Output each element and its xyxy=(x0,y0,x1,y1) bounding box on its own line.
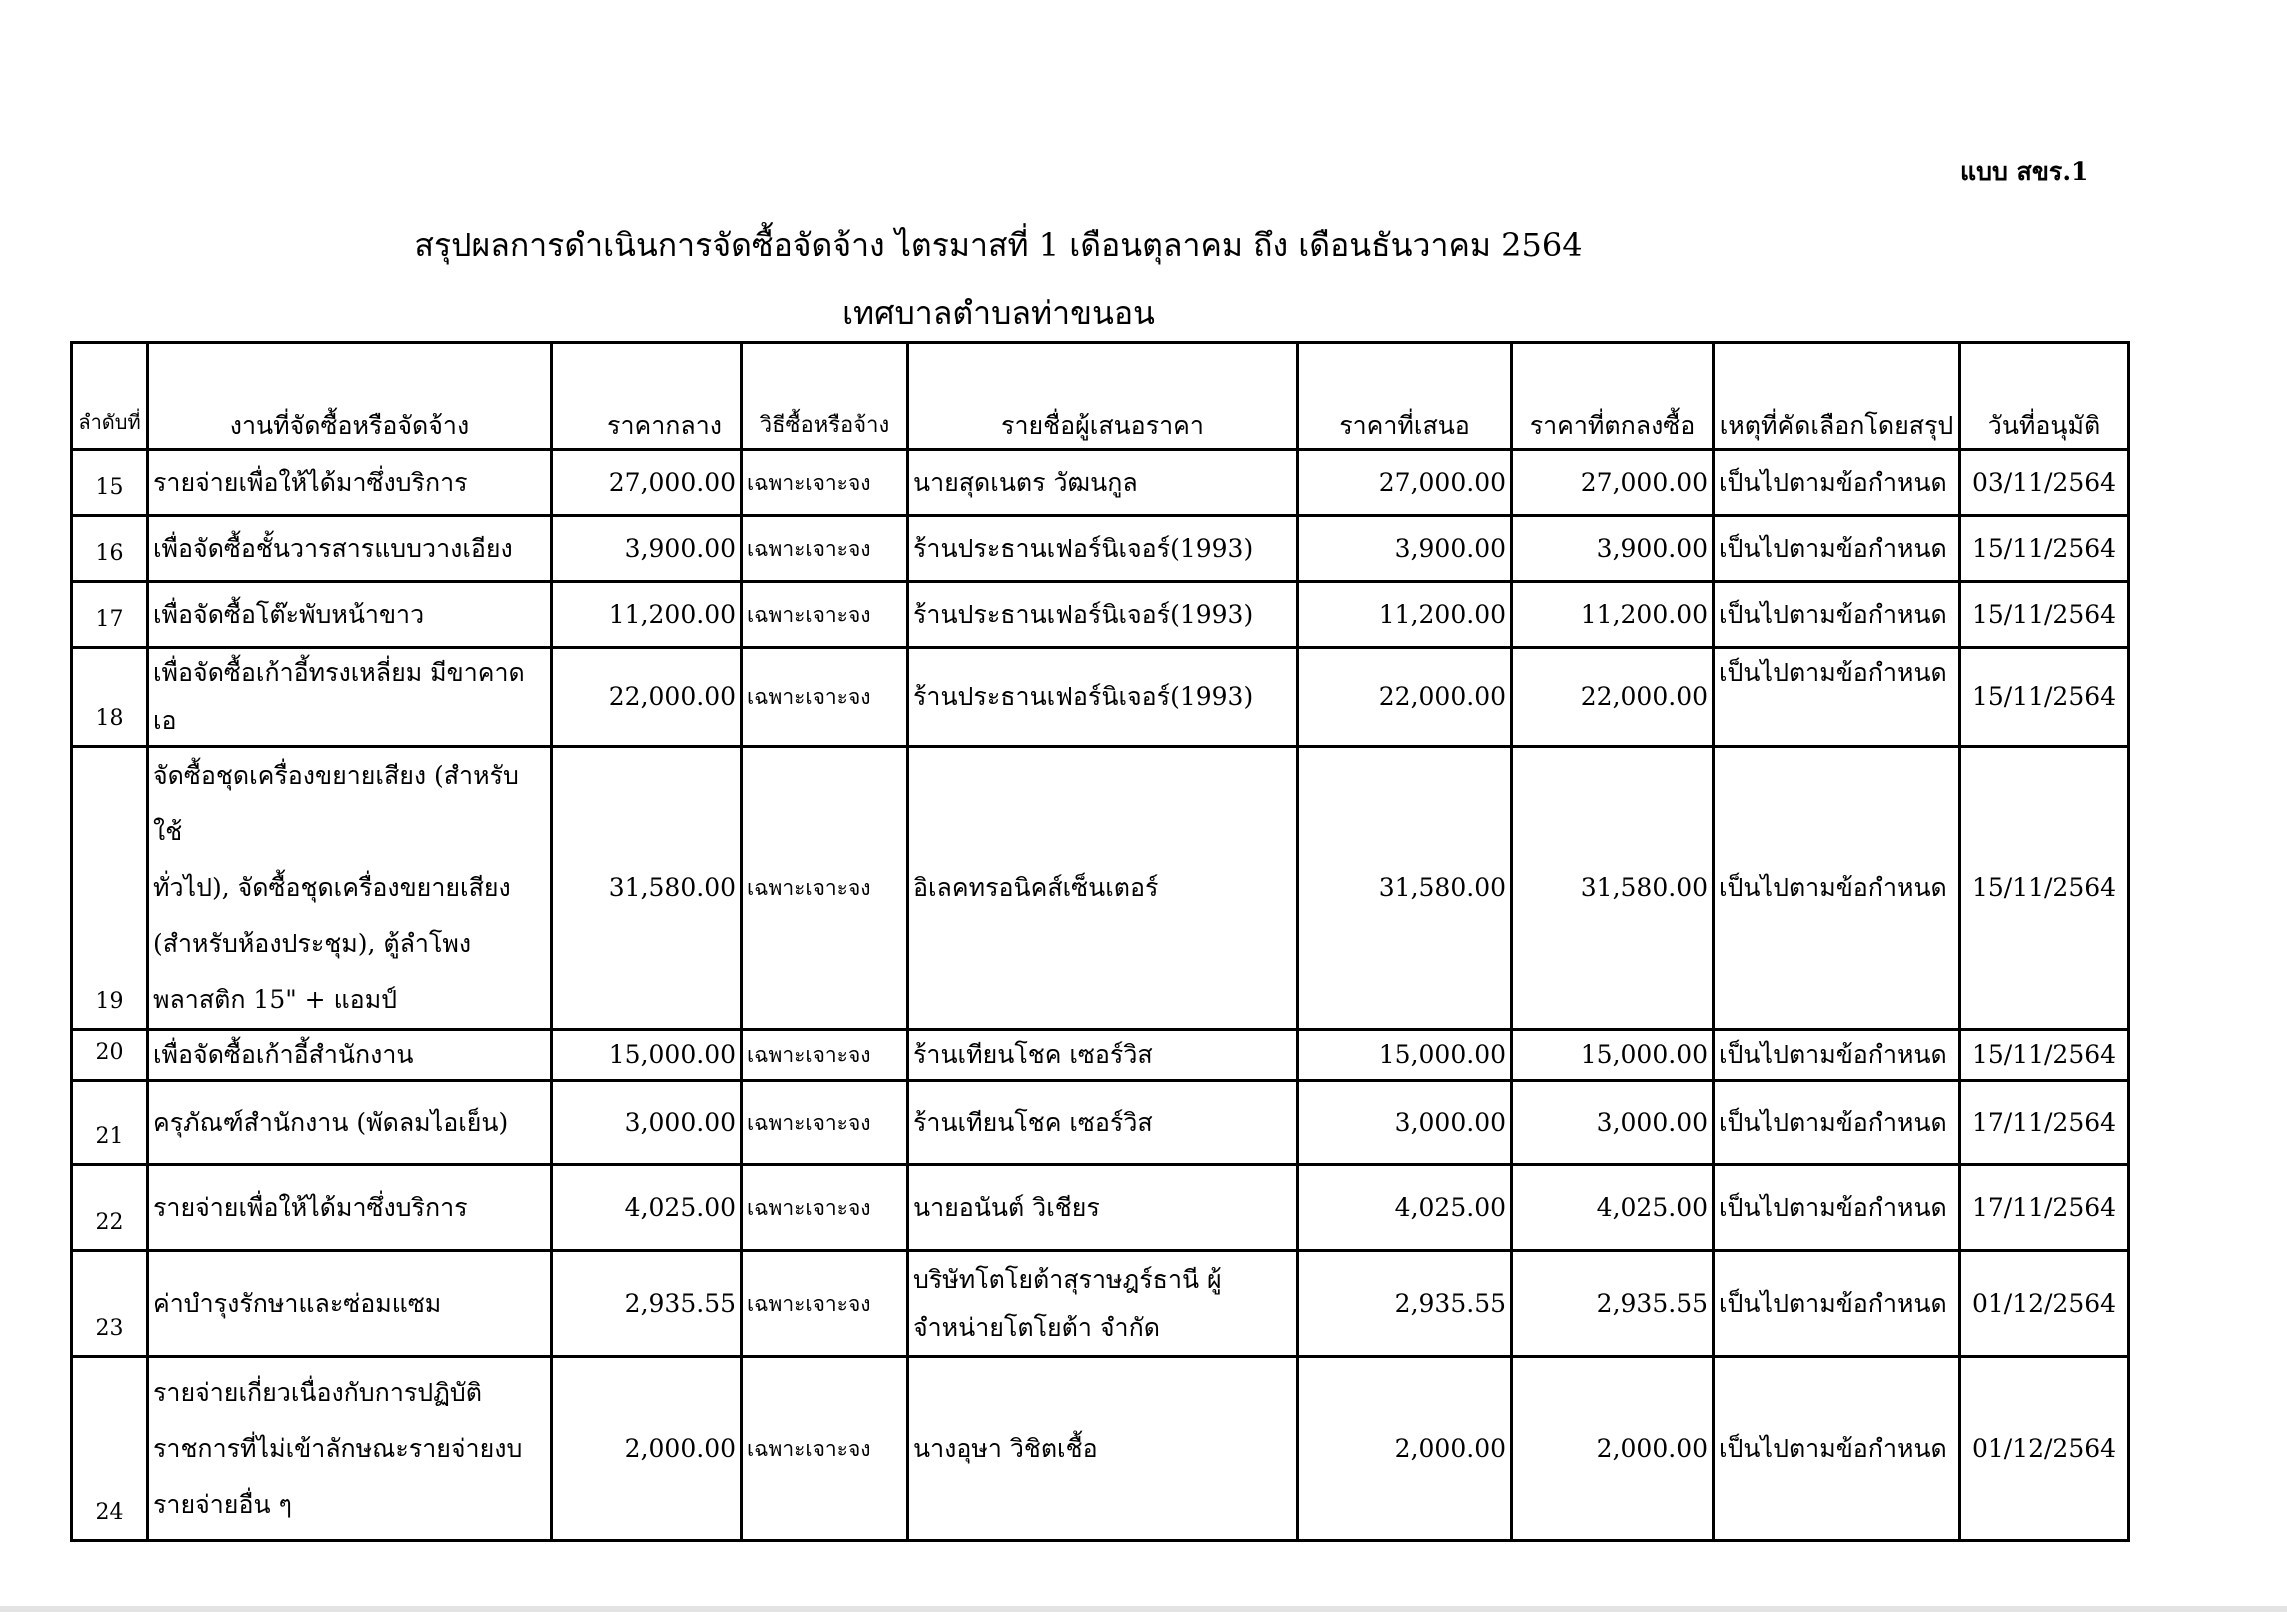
item-description xyxy=(148,582,552,648)
median-price: 15,000.00 xyxy=(552,1030,742,1081)
header-row xyxy=(72,343,2129,450)
procurement-method: เฉพาะเจาะจง xyxy=(742,1357,908,1541)
item-description xyxy=(148,450,552,516)
text-line: ร้านเทียนโชค เซอร์วิส xyxy=(913,1107,1153,1137)
selection-reason: เป็นไปตามข้อกำหนด xyxy=(1714,1165,1960,1251)
row-number: 22 xyxy=(72,1165,148,1251)
item-description xyxy=(148,1081,552,1165)
table-row xyxy=(72,648,2129,747)
agreed-price: 3,000.00 xyxy=(1512,1081,1714,1165)
procurement-method: เฉพาะเจาะจง xyxy=(742,648,908,747)
item-description xyxy=(148,1030,552,1081)
row-number: 21 xyxy=(72,1081,148,1165)
procurement-method: เฉพาะเจาะจง xyxy=(742,582,908,648)
text-line: จัดซื้อชุดเครื่องขยายเสียง (สำหรับใช้ xyxy=(153,761,519,846)
selection-reason: เป็นไปตามข้อกำหนด xyxy=(1714,450,1960,516)
item-description xyxy=(148,516,552,582)
table-row xyxy=(72,450,2129,516)
organization-name: เทศบาลตำบลท่าขนอน xyxy=(842,294,1155,332)
text-line: นายอนันต์ วิเชียร xyxy=(913,1192,1100,1222)
item-description xyxy=(148,1165,552,1251)
approval-date: 17/11/2564 xyxy=(1960,1165,2129,1251)
text-line: นายสุดเนตร วัฒนกูล xyxy=(913,467,1138,497)
selection-reason: เป็นไปตามข้อกำหนด xyxy=(1714,1251,1960,1357)
bidder-name xyxy=(908,1030,1298,1081)
table-row xyxy=(72,1251,2129,1357)
col-header-agreed-price: ราคาที่ตกลงซื้อ xyxy=(1512,343,1714,450)
procurement-method: เฉพาะเจาะจง xyxy=(742,1165,908,1251)
median-price: 2,935.55 xyxy=(552,1251,742,1357)
row-number: 18 xyxy=(72,648,148,747)
approval-date: 01/12/2564 xyxy=(1960,1251,2129,1357)
text-line: ร้านเทียนโชค เซอร์วิส xyxy=(913,1040,1153,1069)
row-number: 17 xyxy=(72,582,148,648)
bidder-name xyxy=(908,747,1298,1030)
text-line: อิเลคทรอนิคส์เซ็นเตอร์ xyxy=(913,873,1159,902)
bidder-name xyxy=(908,648,1298,747)
procurement-method: เฉพาะเจาะจง xyxy=(742,516,908,582)
procurement-method: เฉพาะเจาะจง xyxy=(742,450,908,516)
text-line: ทั่วไป), จัดซื้อชุดเครื่องขยายเสียง xyxy=(153,873,511,902)
selection-reason: เป็นไปตามข้อกำหนด xyxy=(1714,516,1960,582)
bidder-name xyxy=(908,582,1298,648)
bidder-name xyxy=(908,516,1298,582)
median-price: 22,000.00 xyxy=(552,648,742,747)
approval-date: 15/11/2564 xyxy=(1960,1030,2129,1081)
row-number: 19 xyxy=(72,747,148,1030)
text-line: ครุภัณฑ์สำนักงาน (พัดลมไอเย็น) xyxy=(153,1107,509,1137)
page-bottom-edge xyxy=(0,1606,2287,1612)
bidder-name xyxy=(908,1081,1298,1165)
median-price: 4,025.00 xyxy=(552,1165,742,1251)
selection-reason: เป็นไปตามข้อกำหนด xyxy=(1714,582,1960,648)
table-row xyxy=(72,1165,2129,1251)
agreed-price: 2,000.00 xyxy=(1512,1357,1714,1541)
offered-price: 31,580.00 xyxy=(1298,747,1512,1030)
text-line: จำหน่ายโตโยต้า จำกัด xyxy=(913,1312,1160,1342)
selection-reason: เป็นไปตามข้อกำหนด xyxy=(1714,648,1960,747)
bidder-name xyxy=(908,1251,1298,1357)
procurement-method: เฉพาะเจาะจง xyxy=(742,1081,908,1165)
agreed-price: 3,900.00 xyxy=(1512,516,1714,582)
row-number: 23 xyxy=(72,1251,148,1357)
approval-date: 15/11/2564 xyxy=(1960,582,2129,648)
selection-reason: เป็นไปตามข้อกำหนด xyxy=(1714,747,1960,1030)
item-description xyxy=(148,1251,552,1357)
median-price: 27,000.00 xyxy=(552,450,742,516)
text-line: รายจ่ายเพื่อให้ได้มาซึ่งบริการ xyxy=(153,467,468,497)
text-line: รายจ่ายเพื่อให้ได้มาซึ่งบริการ xyxy=(153,1192,468,1222)
agreed-price: 4,025.00 xyxy=(1512,1165,1714,1251)
col-header-method: วิธีซื้อหรือจ้าง xyxy=(742,343,908,450)
item-description xyxy=(148,648,552,747)
table-row xyxy=(72,582,2129,648)
table-row xyxy=(72,516,2129,582)
text-line: ร้านประธานเฟอร์นิเจอร์(1993) xyxy=(913,682,1254,711)
col-header-median-price: ราคากลาง xyxy=(552,343,742,450)
selection-reason: เป็นไปตามข้อกำหนด xyxy=(1714,1357,1960,1541)
text-line: เพื่อจัดซื้อชั้นวารสารแบบวางเอียง xyxy=(153,533,513,563)
median-price: 3,000.00 xyxy=(552,1081,742,1165)
text-line: ร้านประธานเฟอร์นิเจอร์(1993) xyxy=(913,533,1254,563)
text-line: (สำหรับห้องประชุม), ตู้ลำโพง xyxy=(153,929,472,958)
col-header-bidders: รายชื่อผู้เสนอราคา xyxy=(908,343,1298,450)
offered-price: 2,935.55 xyxy=(1298,1251,1512,1357)
agreed-price: 11,200.00 xyxy=(1512,582,1714,648)
item-description xyxy=(148,747,552,1030)
bidder-name xyxy=(908,1165,1298,1251)
text-line: พลาสติก 15" + แอมป์ xyxy=(153,985,398,1014)
row-number: 24 xyxy=(72,1357,148,1541)
agreed-price: 15,000.00 xyxy=(1512,1030,1714,1081)
median-price: 31,580.00 xyxy=(552,747,742,1030)
approval-date: 15/11/2564 xyxy=(1960,747,2129,1030)
median-price: 11,200.00 xyxy=(552,582,742,648)
col-header-approval-date: วันที่อนุมัติ xyxy=(1960,343,2129,450)
offered-price: 22,000.00 xyxy=(1298,648,1512,747)
selection-reason: เป็นไปตามข้อกำหนด xyxy=(1714,1030,1960,1081)
offered-price: 27,000.00 xyxy=(1298,450,1512,516)
text-line: ราชการที่ไม่เข้าลักษณะรายจ่ายงบ xyxy=(153,1433,523,1463)
selection-reason: เป็นไปตามข้อกำหนด xyxy=(1714,1081,1960,1165)
text-line: ร้านประธานเฟอร์นิเจอร์(1993) xyxy=(913,599,1254,629)
report-title: สรุปผลการดำเนินการจัดซื้อจัดจ้าง ไตรมาสที่ 1 เดือนตุลาคม ถึง เดือนธันวาคม 2564 xyxy=(414,226,1583,264)
text-line: นางอุษา วิชิตเชื้อ xyxy=(913,1433,1098,1463)
item-description xyxy=(148,1357,552,1541)
procurement-table xyxy=(70,341,2130,1542)
offered-price: 3,900.00 xyxy=(1298,516,1512,582)
text-line: เพื่อจัดซื้อเก้าอี้ทรงเหลี่ยม มีขาคาดเอ xyxy=(153,658,525,735)
approval-date: 17/11/2564 xyxy=(1960,1081,2129,1165)
form-code: แบบ สขร.1 xyxy=(1960,157,2089,186)
row-number: 16 xyxy=(72,516,148,582)
text-line: เพื่อจัดซื้อโต๊ะพับหน้าขาว xyxy=(153,599,425,629)
offered-price: 2,000.00 xyxy=(1298,1357,1512,1541)
offered-price: 11,200.00 xyxy=(1298,582,1512,648)
agreed-price: 2,935.55 xyxy=(1512,1251,1714,1357)
text-line: รายจ่ายเกี่ยวเนื่องกับการปฏิบัติ xyxy=(153,1377,483,1407)
table-row xyxy=(72,1030,2129,1081)
offered-price: 4,025.00 xyxy=(1298,1165,1512,1251)
text-line: เพื่อจัดซื้อเก้าอี้สำนักงาน xyxy=(153,1040,414,1069)
median-price: 2,000.00 xyxy=(552,1357,742,1541)
bidder-name xyxy=(908,450,1298,516)
median-price: 3,900.00 xyxy=(552,516,742,582)
offered-price: 3,000.00 xyxy=(1298,1081,1512,1165)
table-row xyxy=(72,1357,2129,1541)
text-line: ค่าบำรุงรักษาและซ่อมแซม xyxy=(153,1288,442,1318)
approval-date: 15/11/2564 xyxy=(1960,516,2129,582)
col-header-item: งานที่จัดซื้อหรือจัดจ้าง xyxy=(148,343,552,450)
row-number: 20 xyxy=(72,1030,148,1081)
approval-date: 01/12/2564 xyxy=(1960,1357,2129,1541)
bidder-name xyxy=(908,1357,1298,1541)
procurement-method: เฉพาะเจาะจง xyxy=(742,1251,908,1357)
approval-date: 03/11/2564 xyxy=(1960,450,2129,516)
text-line: บริษัทโตโยต้าสุราษฎร์ธานี ผู้ xyxy=(913,1264,1222,1294)
col-header-reason: เหตุที่คัดเลือกโดยสรุป xyxy=(1714,343,1960,450)
agreed-price: 31,580.00 xyxy=(1512,747,1714,1030)
table-body xyxy=(72,450,2129,1541)
col-header-offered-price: ราคาที่เสนอ xyxy=(1298,343,1512,450)
col-header-no: ลำดับที่ xyxy=(72,343,148,450)
procurement-method: เฉพาะเจาะจง xyxy=(742,747,908,1030)
agreed-price: 27,000.00 xyxy=(1512,450,1714,516)
procurement-method: เฉพาะเจาะจง xyxy=(742,1030,908,1081)
offered-price: 15,000.00 xyxy=(1298,1030,1512,1081)
approval-date: 15/11/2564 xyxy=(1960,648,2129,747)
agreed-price: 22,000.00 xyxy=(1512,648,1714,747)
row-number: 15 xyxy=(72,450,148,516)
table-row xyxy=(72,747,2129,1030)
text-line: รายจ่ายอื่น ๆ xyxy=(153,1489,292,1519)
table-row xyxy=(72,1081,2129,1165)
